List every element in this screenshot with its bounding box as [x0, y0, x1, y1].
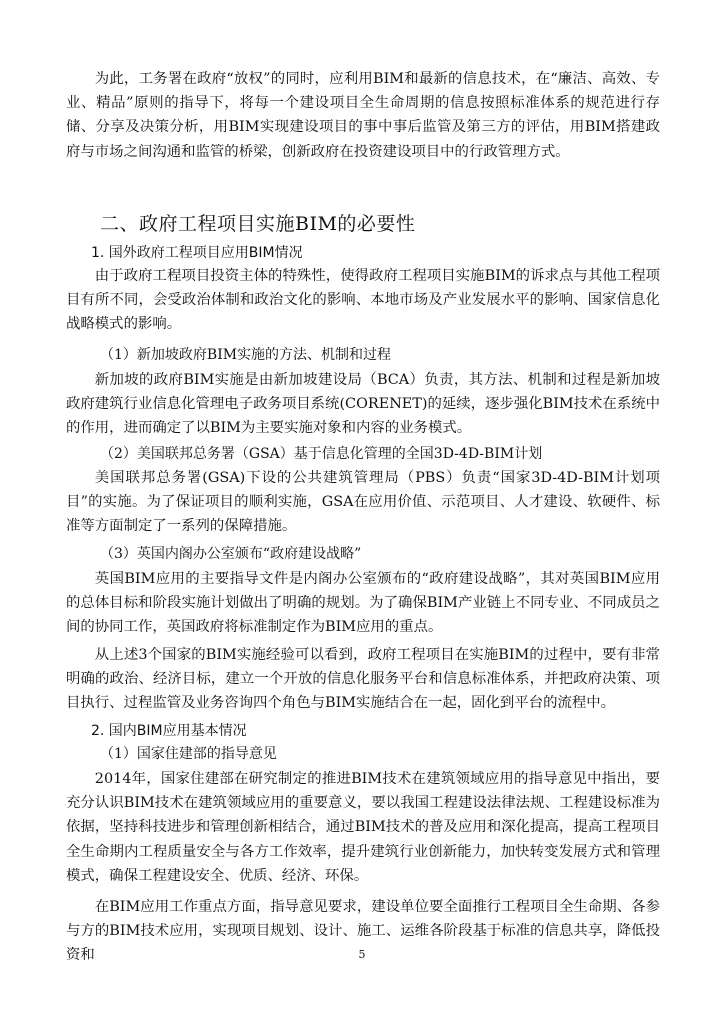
- paragraph-ministry-2014: 2014年，国家住建部在研究制定的推进BIM技术在建筑领域应用的指导意见中指出，要充分认识BIM技术在建筑领域应用的重要意义，要以我国工程建设法律法规、工程建设标准为依据，坚持科技进步和管理创新相结合，通过BIM技术的普及应用和深化提高，提高工程项目全生命期内工程质量安全与各方工作效率，提升建筑行业创新能力，加快转变发展方式和管理模式，确保工程建设安全、优质、经济、环保。: [66, 771, 660, 884]
- subsection-heading-domestic: 2. 国内BIM应用基本情况: [91, 723, 247, 739]
- subsection-heading-abroad: 1. 国外政府工程项目应用BIM情况: [91, 245, 303, 261]
- section-heading-necessity: 二、政府工程项目实施BIM的必要性: [100, 213, 416, 235]
- subheading-singapore: （1）新加坡政府BIM实施的方法、机制和过程: [100, 347, 392, 363]
- paragraph-government-features: 由于政府工程项目投资主体的特殊性，使得政府工程项目实施BIM的诉求点与其他工程项目有所不同，会受政治体制和政治文化的影响、本地市场及产业发展水平的影响、国家信息化战略模式的影响。: [66, 268, 660, 333]
- page-number: 5: [358, 948, 366, 961]
- paragraph-uk: 英国BIM应用的主要指导文件是内阁办公室颁布的“政府建设战略”，其对英国BIM应用的总体目标和阶段实施计划做出了明确的规划。为了确保BIM产业链上不同专业、不同成员之间的协同工作，英国政府将标准制定作为BIM应用的重点。: [66, 571, 660, 636]
- subheading-ministry: （1）国家住建部的指导意见: [100, 746, 277, 762]
- paragraph-gongwushu-bim: 为此，工务署在政府“放权”的同时，应利用BIM和最新的信息技术，在“廉洁、高效、专业、精品”原则的指导下，将每一个建设项目全生命周期的信息按照标准体系的规范进行存储、分享及决策分析，用BIM实现建设项目的事中事后监管及第三方的评估，用BIM搭建政府与市场之间沟通和监管的桥梁，创新政府在投资建设项目中的行政管理方式。: [66, 71, 660, 160]
- subheading-uk: （3）英国内阁办公室颁布“政府建设战略”: [100, 546, 362, 562]
- paragraph-usa: 美国联邦总务署(GSA)下设的公共建筑管理局（PBS）负责“国家3D-4D-BIM计划项目”的实施。为了保证项目的顺利实施，GSA在应用价值、示范项目、人才建设、软硬件、标准等方面制定了一系列的保障措施。: [66, 470, 660, 535]
- paragraph-singapore: 新加坡的政府BIM实施是由新加坡建设局（BCA）负责，其方法、机制和过程是新加坡政府建筑行业信息化管理电子政务项目系统(CORENET)的延续，逐步强化BIM技术在系统中的作用，进而确定了以BIM为主要实施对象和内容的业务模式。: [66, 372, 660, 437]
- paragraph-summary: 从上述3个国家的BIM实施经验可以看到，政府工程项目在实施BIM的过程中，要有非常明确的政治、经济目标，建立一个开放的信息化服务平台和信息标准体系，并把政府决策、项目执行、过程监管及业务咨询四个角色与BIM实施结合在一起，固化到平台的流程中。: [66, 647, 660, 712]
- paragraph-key-work: 在BIM应用工作重点方面，指导意见要求，建设单位要全面推行工程项目全生命期、各参与方的BIM技术应用，实现项目规划、设计、施工、运维各阶段基于标准的信息共享，降低投资和: [66, 899, 660, 964]
- subheading-usa: （2）美国联邦总务署（GSA）基于信息化管理的全国3D-4D-BIM计划: [100, 446, 543, 462]
